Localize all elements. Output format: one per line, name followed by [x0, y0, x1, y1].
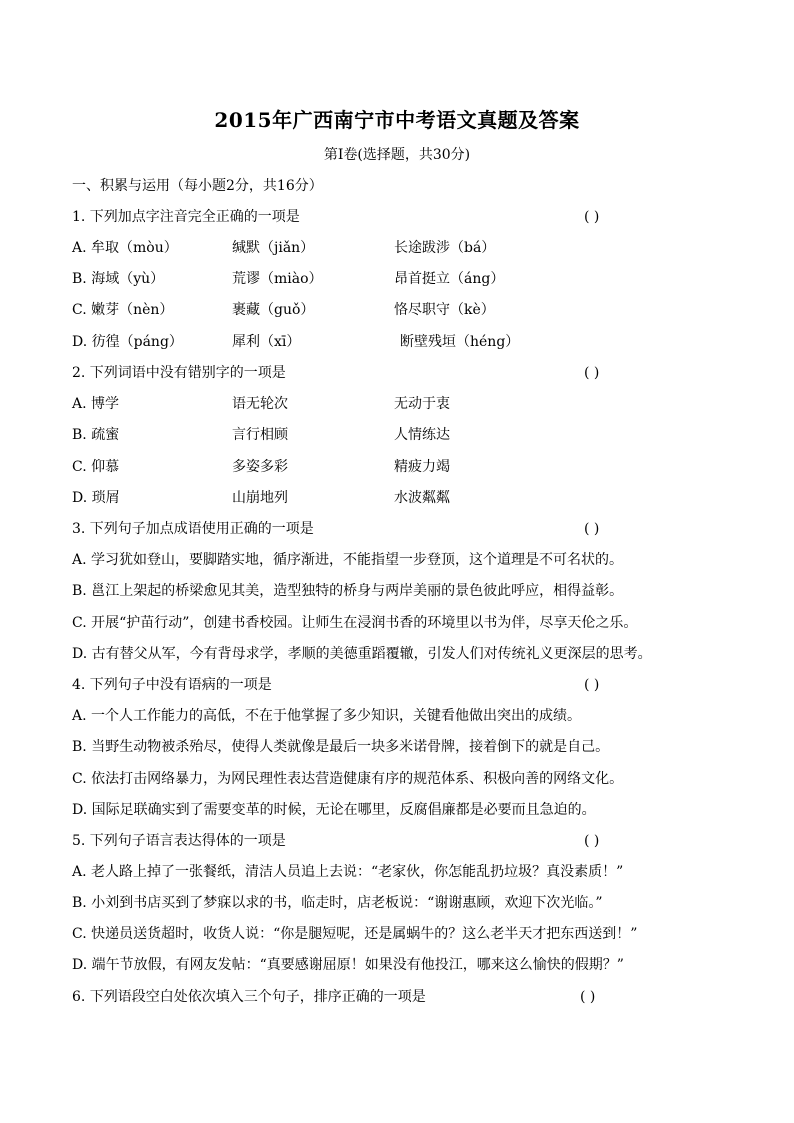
question-2-option-d	[72, 488, 722, 508]
question-1-stem: 1. 下列加点字注音完全正确的一项是	[72, 209, 300, 225]
option-text: 长途跋涉（bá）	[394, 240, 496, 256]
option-text: A. 牟取（mòu）	[72, 240, 178, 256]
question-1-option-d	[72, 332, 722, 352]
page-subtitle: 第Ⅰ卷(选择题，共30分)	[323, 147, 471, 163]
answer-blank-1: ( )	[584, 209, 600, 225]
question-3-stem: 3. 下列句子加点成语使用正确的一项是	[72, 521, 314, 537]
question-1-option-a	[72, 238, 722, 258]
question-4-option-a: A. 一个人工作能力的高低，不在于他掌握了多少知识，关键看他做出突出的成绩。	[72, 708, 582, 724]
question-1-option-b	[72, 269, 722, 289]
question-5-option-c: C. 快递员送货超时，收货人说：“你是腿短呢，还是属蜗牛的？这么老半天才把东西送到！”	[72, 926, 638, 942]
option-text: B. 海域（yù）	[72, 271, 165, 287]
option-text: 荒谬（miào）	[232, 271, 323, 287]
option-text: D. 琐屑	[72, 490, 120, 506]
option-text: 语无轮次	[232, 396, 288, 412]
option-text: 恪尽职守（kè）	[394, 302, 495, 318]
question-6-stem: 6. 下列语段空白处依次填入三个句子，排序正确的一项是	[72, 989, 426, 1005]
answer-blank-3: ( )	[584, 521, 600, 537]
question-5-option-d: D. 端午节放假，有网友发帖：“真要感谢屈原！如果没有他投江，哪来这么愉快的假期？”	[72, 957, 624, 973]
option-text: 人情练达	[394, 427, 450, 443]
option-text: D. 彷徨（páng）	[72, 334, 183, 350]
option-text: 言行相顾	[232, 427, 288, 443]
question-4-stem: 4. 下列句子中没有语病的一项是	[72, 677, 272, 693]
option-text: 多姿多彩	[232, 459, 288, 475]
option-text: 水波粼粼	[394, 490, 450, 506]
option-text: 昂首挺立（áng）	[394, 271, 505, 287]
option-text: B. 疏蜜	[72, 427, 120, 443]
option-text: 裹藏（guǒ）	[232, 302, 315, 318]
question-2-option-b	[72, 425, 722, 445]
option-text: 断壁残垣（héng）	[400, 334, 520, 350]
question-2-option-c	[72, 457, 722, 477]
option-text: 无动于衷	[394, 396, 450, 412]
option-text: 缄默（jiǎn）	[232, 240, 315, 256]
question-5-option-a: A. 老人路上掉了一张餐纸，清洁人员追上去说：“老家伙，你怎能乱扔垃圾？真没素质！”	[72, 864, 624, 880]
page-title: 2015年广西南宁市中考语文真题及答案	[214, 108, 580, 132]
question-4-option-d: D. 国际足联确实到了需要变革的时候，无论在哪里，反腐倡廉都是必要而且急迫的。	[72, 802, 596, 818]
option-text: C. 嫩芽（nèn）	[72, 302, 174, 318]
answer-blank-2: ( )	[584, 365, 600, 381]
answer-blank-4: ( )	[584, 677, 600, 693]
answer-blank-6: ( )	[580, 989, 596, 1005]
answer-blank-5: ( )	[584, 833, 600, 849]
question-3-option-a: A. 学习犹如登山，要脚踏实地，循序渐进，不能指望一步登顶，这个道理是不可名状的。	[72, 552, 624, 568]
question-1-option-c	[72, 300, 722, 320]
question-5-option-b: B. 小刘到书店买到了梦寐以求的书，临走时，店老板说：“谢谢惠顾，欢迎下次光临。”	[72, 895, 603, 911]
section-heading: 一、积累与运用（每小题2分，共16分）	[72, 178, 323, 194]
option-text: C. 仰慕	[72, 459, 120, 475]
question-4-option-b: B. 当野生动物被杀殆尽，使得人类就像是最后一块多米诺骨牌，接着倒下的就是自己。	[72, 739, 610, 755]
question-3-option-d: D. 古有替父从军，今有背母求学，孝顺的美德重蹈覆辙，引发人们对传统礼义更深层的思考。	[72, 646, 652, 662]
question-2-option-a	[72, 394, 722, 414]
question-4-option-c: C. 依法打击网络暴力，为网民理性表达营造健康有序的规范体系、积极向善的网络文化。	[72, 771, 624, 787]
option-text: A. 博学	[72, 396, 120, 412]
question-2-stem: 2. 下列词语中没有错别字的一项是	[72, 365, 286, 381]
option-text: 精疲力竭	[394, 459, 450, 475]
question-3-option-b: B. 邕江上架起的桥梁愈见其美，造型独特的桥身与两岸美丽的景色彼此呼应，相得益彰。	[72, 583, 624, 599]
option-text: 山崩地列	[232, 490, 288, 506]
option-text: 犀利（xī）	[232, 334, 301, 350]
question-5-stem: 5. 下列句子语言表达得体的一项是	[72, 833, 286, 849]
question-3-option-c: C. 开展“护苗行动”，创建书香校园。让师生在浸润书香的环境里以书为伴，尽享天伦之乐。	[72, 615, 638, 631]
